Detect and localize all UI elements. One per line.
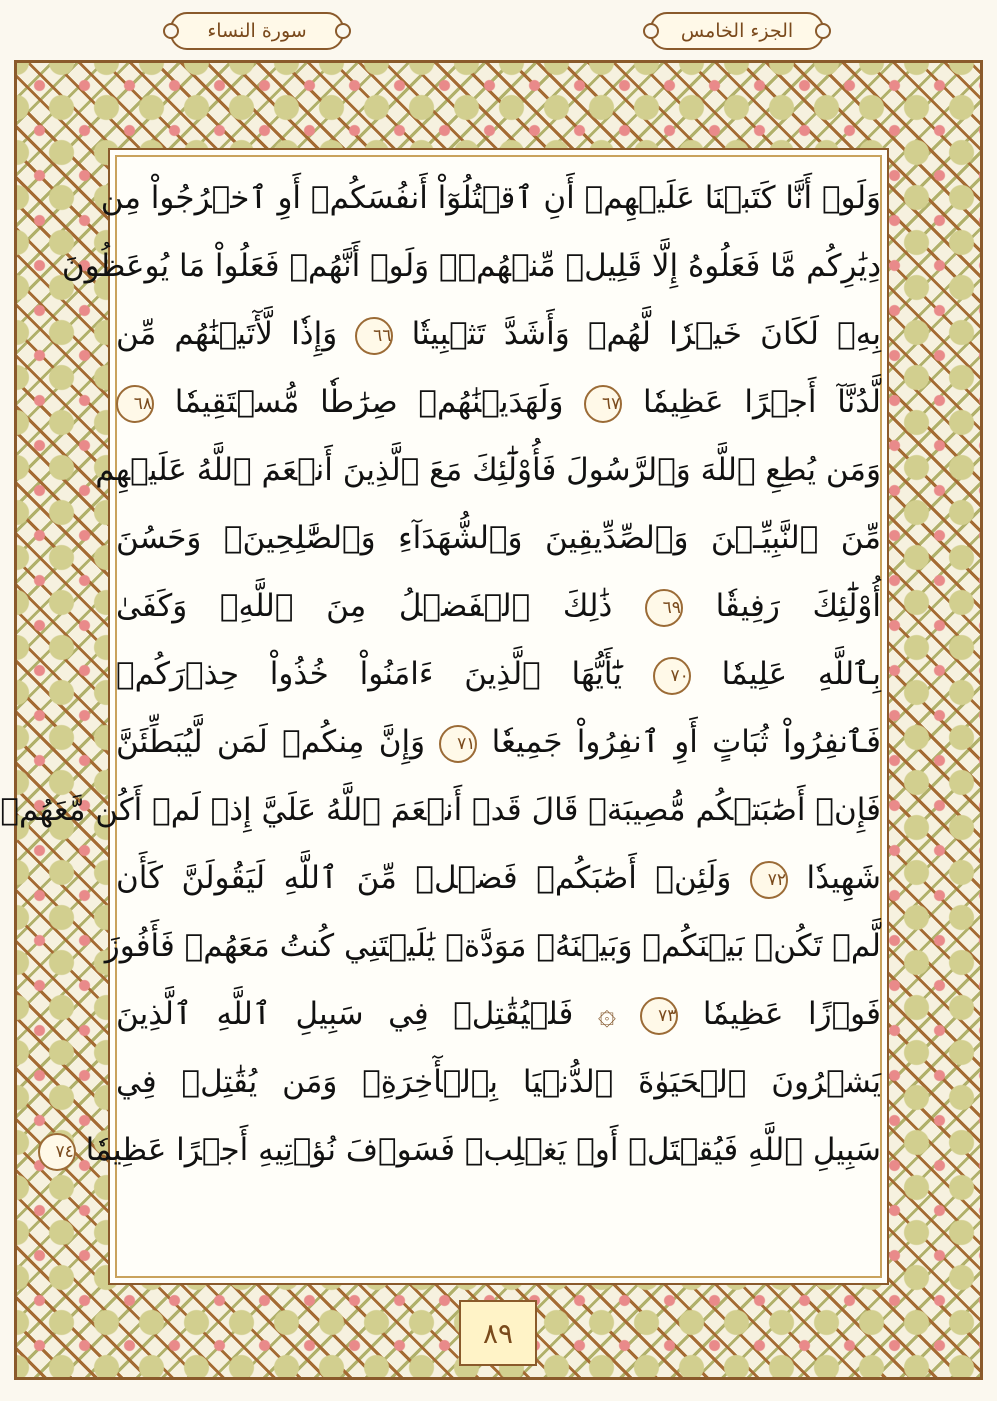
ayah-number-marker: ٧٢ (750, 861, 788, 899)
verse-text: شَهِيدٗا (806, 860, 882, 896)
verse-text: يَشۡرُونَ ٱلۡحَيَوٰةَ ٱلدُّنۡيَا بِٱلۡأٓخِرَةِۚ وَمَن يُقَٰتِلۡ فِي (116, 1064, 881, 1100)
verse-text: فَوۡزًا عَظِيمٗا (702, 996, 882, 1032)
hizb-marker-icon: ۞ (597, 996, 616, 1032)
surah-name-text: سورة النساء (207, 20, 307, 42)
verse-text: ذَٰلِكَ ٱلۡفَضۡلُ مِنَ ٱللَّهِۚ وَكَفَىٰ (116, 588, 613, 624)
ayah-number-marker: ٧٠ (653, 657, 691, 695)
text-line (116, 708, 881, 776)
ayah-number-marker: ٧١ (439, 725, 477, 763)
verse-text: لَّمۡ تَكُنۢ بَيۡنَكُمۡ وَبَيۡنَهُۥ مَوَدَّةٞ يَٰلَيۡتَنِي كُنتُ مَعَهُمۡ فَأَفُوزَ (104, 928, 881, 964)
verse-text: لَّدُنَّآ أَجۡرًا عَظِيمٗا (642, 384, 881, 420)
verse-text: فَإِنۡ أَصَٰبَتۡكُم مُّصِيبَةٞ قَالَ قَدۡ أَنۡعَمَ ٱللَّهُ عَلَيَّ إِذۡ لَمۡ أَكُن مَّعَهُمۡ (0, 792, 881, 828)
verse-text: وَلَهَدَيۡنَٰهُمۡ صِرَٰطٗا مُّسۡتَقِيمٗا (174, 384, 564, 420)
ayah-number-marker: ٦٧ (584, 385, 622, 423)
text-line (104, 912, 881, 980)
verse-text: دِيَٰرِكُم مَّا فَعَلُوهُ إِلَّا قَلِيلٞ مِّنۡهُمۡۖ وَلَوۡ أَنَّهُمۡ فَعَلُواْ مَا يُوعَظُونَ (61, 248, 881, 284)
ayah-number-marker: ٦٦ (355, 317, 393, 355)
text-line (116, 844, 881, 912)
page-number: ٨٩ (482, 1316, 514, 1350)
ayah-number-marker: ٦٨ (116, 385, 154, 423)
surah-name-label (170, 12, 344, 50)
page-number-box (459, 1300, 537, 1366)
ayah-number-marker: ٧٣ (640, 997, 678, 1035)
verse-text: وَإِذٗا لَّأٓتَيۡنَٰهُم مِّن (116, 316, 338, 352)
text-line (116, 980, 881, 1048)
text-line (95, 436, 881, 504)
text-line (116, 1048, 881, 1116)
text-line (116, 504, 881, 572)
quran-text-block (0, 164, 882, 1184)
text-line (55, 1116, 881, 1184)
verse-text: وَلَئِنۡ أَصَٰبَكُمۡ فَضۡلٞ مِّنَ ٱللَّهِ لَيَقُولَنَّ كَأَن (116, 860, 732, 896)
text-line (61, 232, 881, 300)
verse-text: بِهِۦ لَكَانَ خَيۡرٗا لَّهُمۡ وَأَشَدَّ تَثۡبِيتٗا (411, 316, 882, 352)
text-line (116, 300, 881, 368)
ayah-number-marker: ٧٤ (38, 1133, 76, 1171)
verse-text: وَلَوۡ أَنَّا كَتَبۡنَا عَلَيۡهِمۡ أَنِ ٱقۡتُلُوٓاْ أَنفُسَكُمۡ أَوِ ٱخۡرُجُواْ مِن (100, 180, 881, 216)
text-line (100, 164, 881, 232)
juz-name-label (650, 12, 824, 50)
verse-text: مِّنَ ٱلنَّبِيِّـۧنَ وَٱلصِّدِّيقِينَ وَٱلشُّهَدَآءِ وَٱلصَّٰلِحِينَۚ وَحَسُنَ (116, 520, 881, 556)
verse-text: يَٰٓأَيُّهَا ٱلَّذِينَ ءَامَنُواْ خُذُواْ حِذۡرَكُمۡ (116, 656, 622, 692)
text-line (0, 776, 881, 844)
verse-text: بِٱللَّهِ عَلِيمٗا (721, 656, 882, 692)
verse-text: وَمَن يُطِعِ ٱللَّهَ وَٱلرَّسُولَ فَأُوْلَٰٓئِكَ مَعَ ٱلَّذِينَ أَنۡعَمَ ٱللَّهُ عَلَيۡهِم (95, 452, 881, 488)
ayah-number-marker: ٦٩ (645, 589, 683, 627)
verse-text: سَبِيلِ ٱللَّهِ فَيُقۡتَلۡ أَوۡ يَغۡلِبۡ فَسَوۡفَ نُؤۡتِيهِ أَجۡرًا عَظِيمٗا (85, 1132, 881, 1168)
text-line (116, 572, 881, 640)
verse-text: فَٱنفِرُواْ ثُبَاتٍ أَوِ ٱنفِرُواْ جَمِيعٗا (491, 724, 881, 760)
verse-text: وَإِنَّ مِنكُمۡ لَمَن لَّيُبَطِّئَنَّ (116, 724, 426, 760)
verse-text: فَلۡيُقَٰتِلۡ فِي سَبِيلِ ٱللَّهِ ٱلَّذِينَ (116, 996, 574, 1032)
juz-name-text: الجزء الخامس (680, 20, 794, 42)
verse-text: أُوْلَٰٓئِكَ رَفِيقٗا (715, 588, 882, 624)
text-line (116, 640, 881, 708)
text-line (116, 368, 881, 436)
